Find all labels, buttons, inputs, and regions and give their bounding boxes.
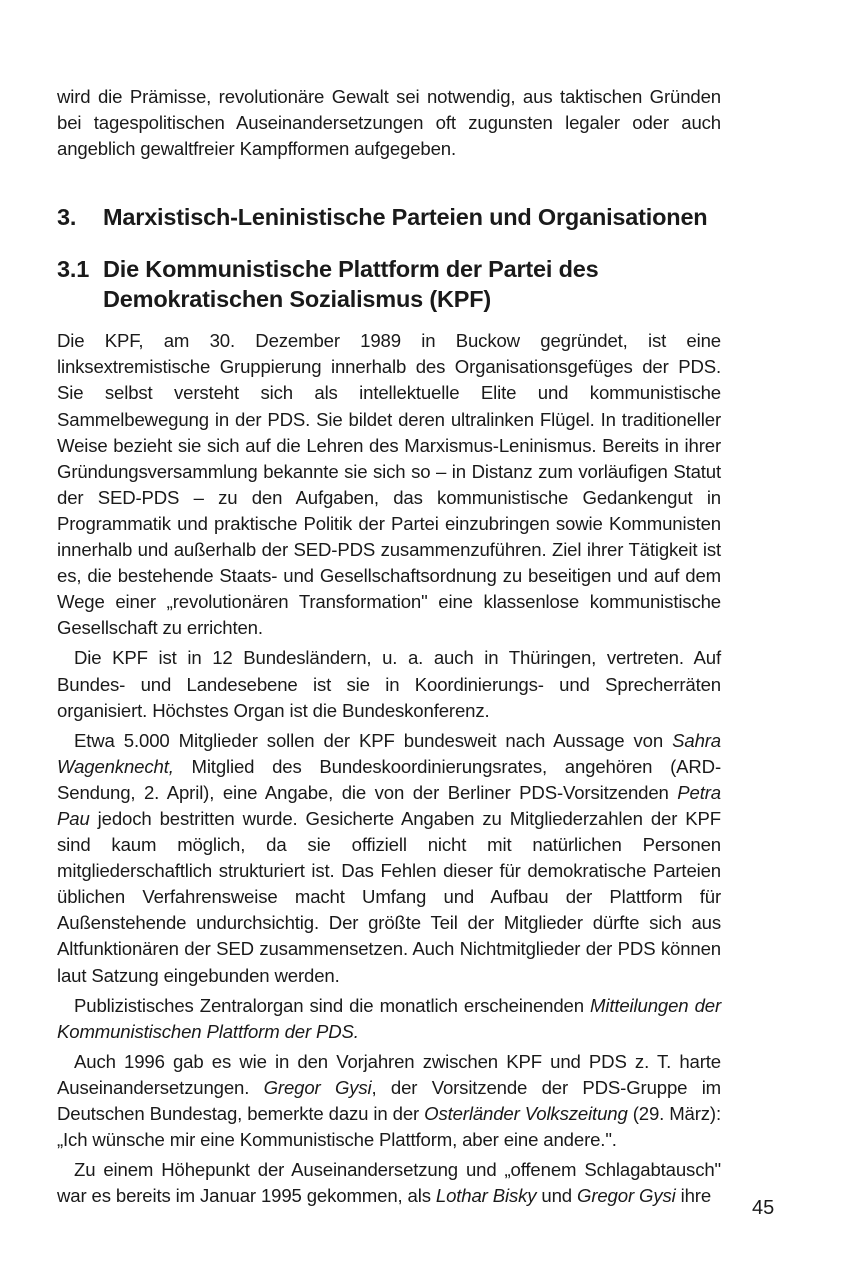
section-title: Marxistisch-Leninistische Parteien und Organisationen bbox=[103, 204, 708, 231]
paragraph-kpf-disputes bbox=[57, 1049, 721, 1153]
person-name: Lothar Bisky bbox=[435, 1185, 537, 1207]
page-number: 45 bbox=[752, 1197, 775, 1219]
text-run: , der Vorsitzende der PDS-Gruppe im Deutschen Bundestag, bemerkte dazu in der bbox=[57, 1076, 722, 1124]
paragraph-kpf-climax bbox=[57, 1157, 721, 1209]
subsection-number: 3.1 bbox=[57, 256, 90, 283]
text-run: ihre bbox=[675, 1185, 712, 1207]
text-run: Mitglied des Bundeskoordinierungsrates, angehören (ARD-Sendung, 2. April), eine Angabe, die von der Berliner PDS-Vorsitzenden bbox=[57, 755, 721, 803]
text-run: Auch 1996 gab es wie in den Vorjahren zwischen KPF und PDS z. T. harte Auseinandersetzungen. bbox=[57, 1050, 721, 1098]
newspaper-title: Osterländer Volkszeitung bbox=[424, 1103, 628, 1124]
text-run: und bbox=[536, 1185, 578, 1207]
person-name: Petra Pau bbox=[57, 781, 721, 829]
text-run: Etwa 5.000 Mitglieder sollen der KPF bundesweit nach Aussage von bbox=[74, 729, 673, 751]
text-run: jedoch bestritten wurde. Gesicherte Angaben zu Mitgliederzahlen der KPF sind kaum möglich, da sie offiziell nicht mit natürlichen Personen mitgliederschaftlich strukturiert ist. Das Fehlen dieser für demokratische Parteien üblichen Verfahrensweise macht Umfang und Aufbau der Plattform für Außenstehende undurchsichtig. Der größte Teil der Mitglieder dürfte sich aus Altfunktionären der SED zusammensetzen. Auch Nichtmitglieder der PDS können laut Satzung eingebunden werden. bbox=[57, 807, 721, 986]
paragraph-kpf-publication bbox=[57, 993, 721, 1045]
section-heading bbox=[57, 202, 721, 232]
subsection-heading bbox=[57, 254, 721, 314]
intro-paragraph: wird die Prämisse, revolutionäre Gewalt sei notwendig, aus taktischen Gründen bei tagespolitischen Auseinandersetzungen oft zugunsten legaler oder auch angeblich gewaltfreier Kampfformen aufgegeben. bbox=[57, 86, 721, 160]
subsection-title: Die Kommunistische Plattform der Partei des Demokratischen Sozialismus (KPF) bbox=[103, 256, 599, 313]
person-name: Gregor Gysi bbox=[263, 1076, 372, 1098]
text-run: (29. März): „Ich wünsche mir eine Kommunistische Plattform, aber eine andere.". bbox=[57, 1103, 721, 1151]
person-name: Sahra Wagenknecht, bbox=[57, 729, 721, 777]
publication-title: Mitteilungen der Kommunistischen Plattform der PDS. bbox=[57, 994, 721, 1042]
text-run: Zu einem Höhepunkt der Auseinandersetzung und „offenem Schlagabtausch" war es bereits im Januar 1995 gekommen, als bbox=[57, 1159, 721, 1207]
person-name: Gregor Gysi bbox=[577, 1185, 676, 1207]
section-number: 3. bbox=[57, 204, 77, 231]
paragraph-kpf-members bbox=[57, 728, 721, 989]
paragraph-kpf-founding: Die KPF, am 30. Dezember 1989 in Buckow gegründet, ist eine linksextremistische Gruppierung innerhalb des Organisationsgefüges der PDS. Sie selbst versteht sich als intellektuelle Elite und kommunistische Sammelbewegung in der PDS. Sie bildet deren ultralinken Flügel. In traditioneller Weise bezieht sie sich auf die Lehren des Marxismus-Leninismus. Bereits in ihrer Gründungsversammlung bekannte sie sich so – in Distanz zum vorläufigen Statut der SED-PDS – zu den Aufgaben, das kommunistische Gedankengut in Programmatik und praktische Politik der Partei einzubringen sowie Kommunisten innerhalb und außerhalb der SED-PDS zusammenzuführen. Ziel ihrer Tätigkeit ist es, die bestehende Staats- und Gesellschaftsordnung zu beseitigen und auf dem Wege einer „revolutionären Transformation" eine klassenlose kommunistische Gesellschaft zu errichten. bbox=[57, 330, 721, 639]
page-content bbox=[57, 84, 721, 1209]
text-run: Publizistisches Zentralorgan sind die monatlich erscheinenden bbox=[74, 994, 591, 1016]
paragraph-kpf-states: Die KPF ist in 12 Bundesländern, u. a. auch in Thüringen, vertreten. Auf Bundes- und Landesebene ist sie in Koordinierungs- und Sprecherräten organisiert. Höchstes Organ ist die Bundeskonferenz. bbox=[57, 647, 721, 721]
